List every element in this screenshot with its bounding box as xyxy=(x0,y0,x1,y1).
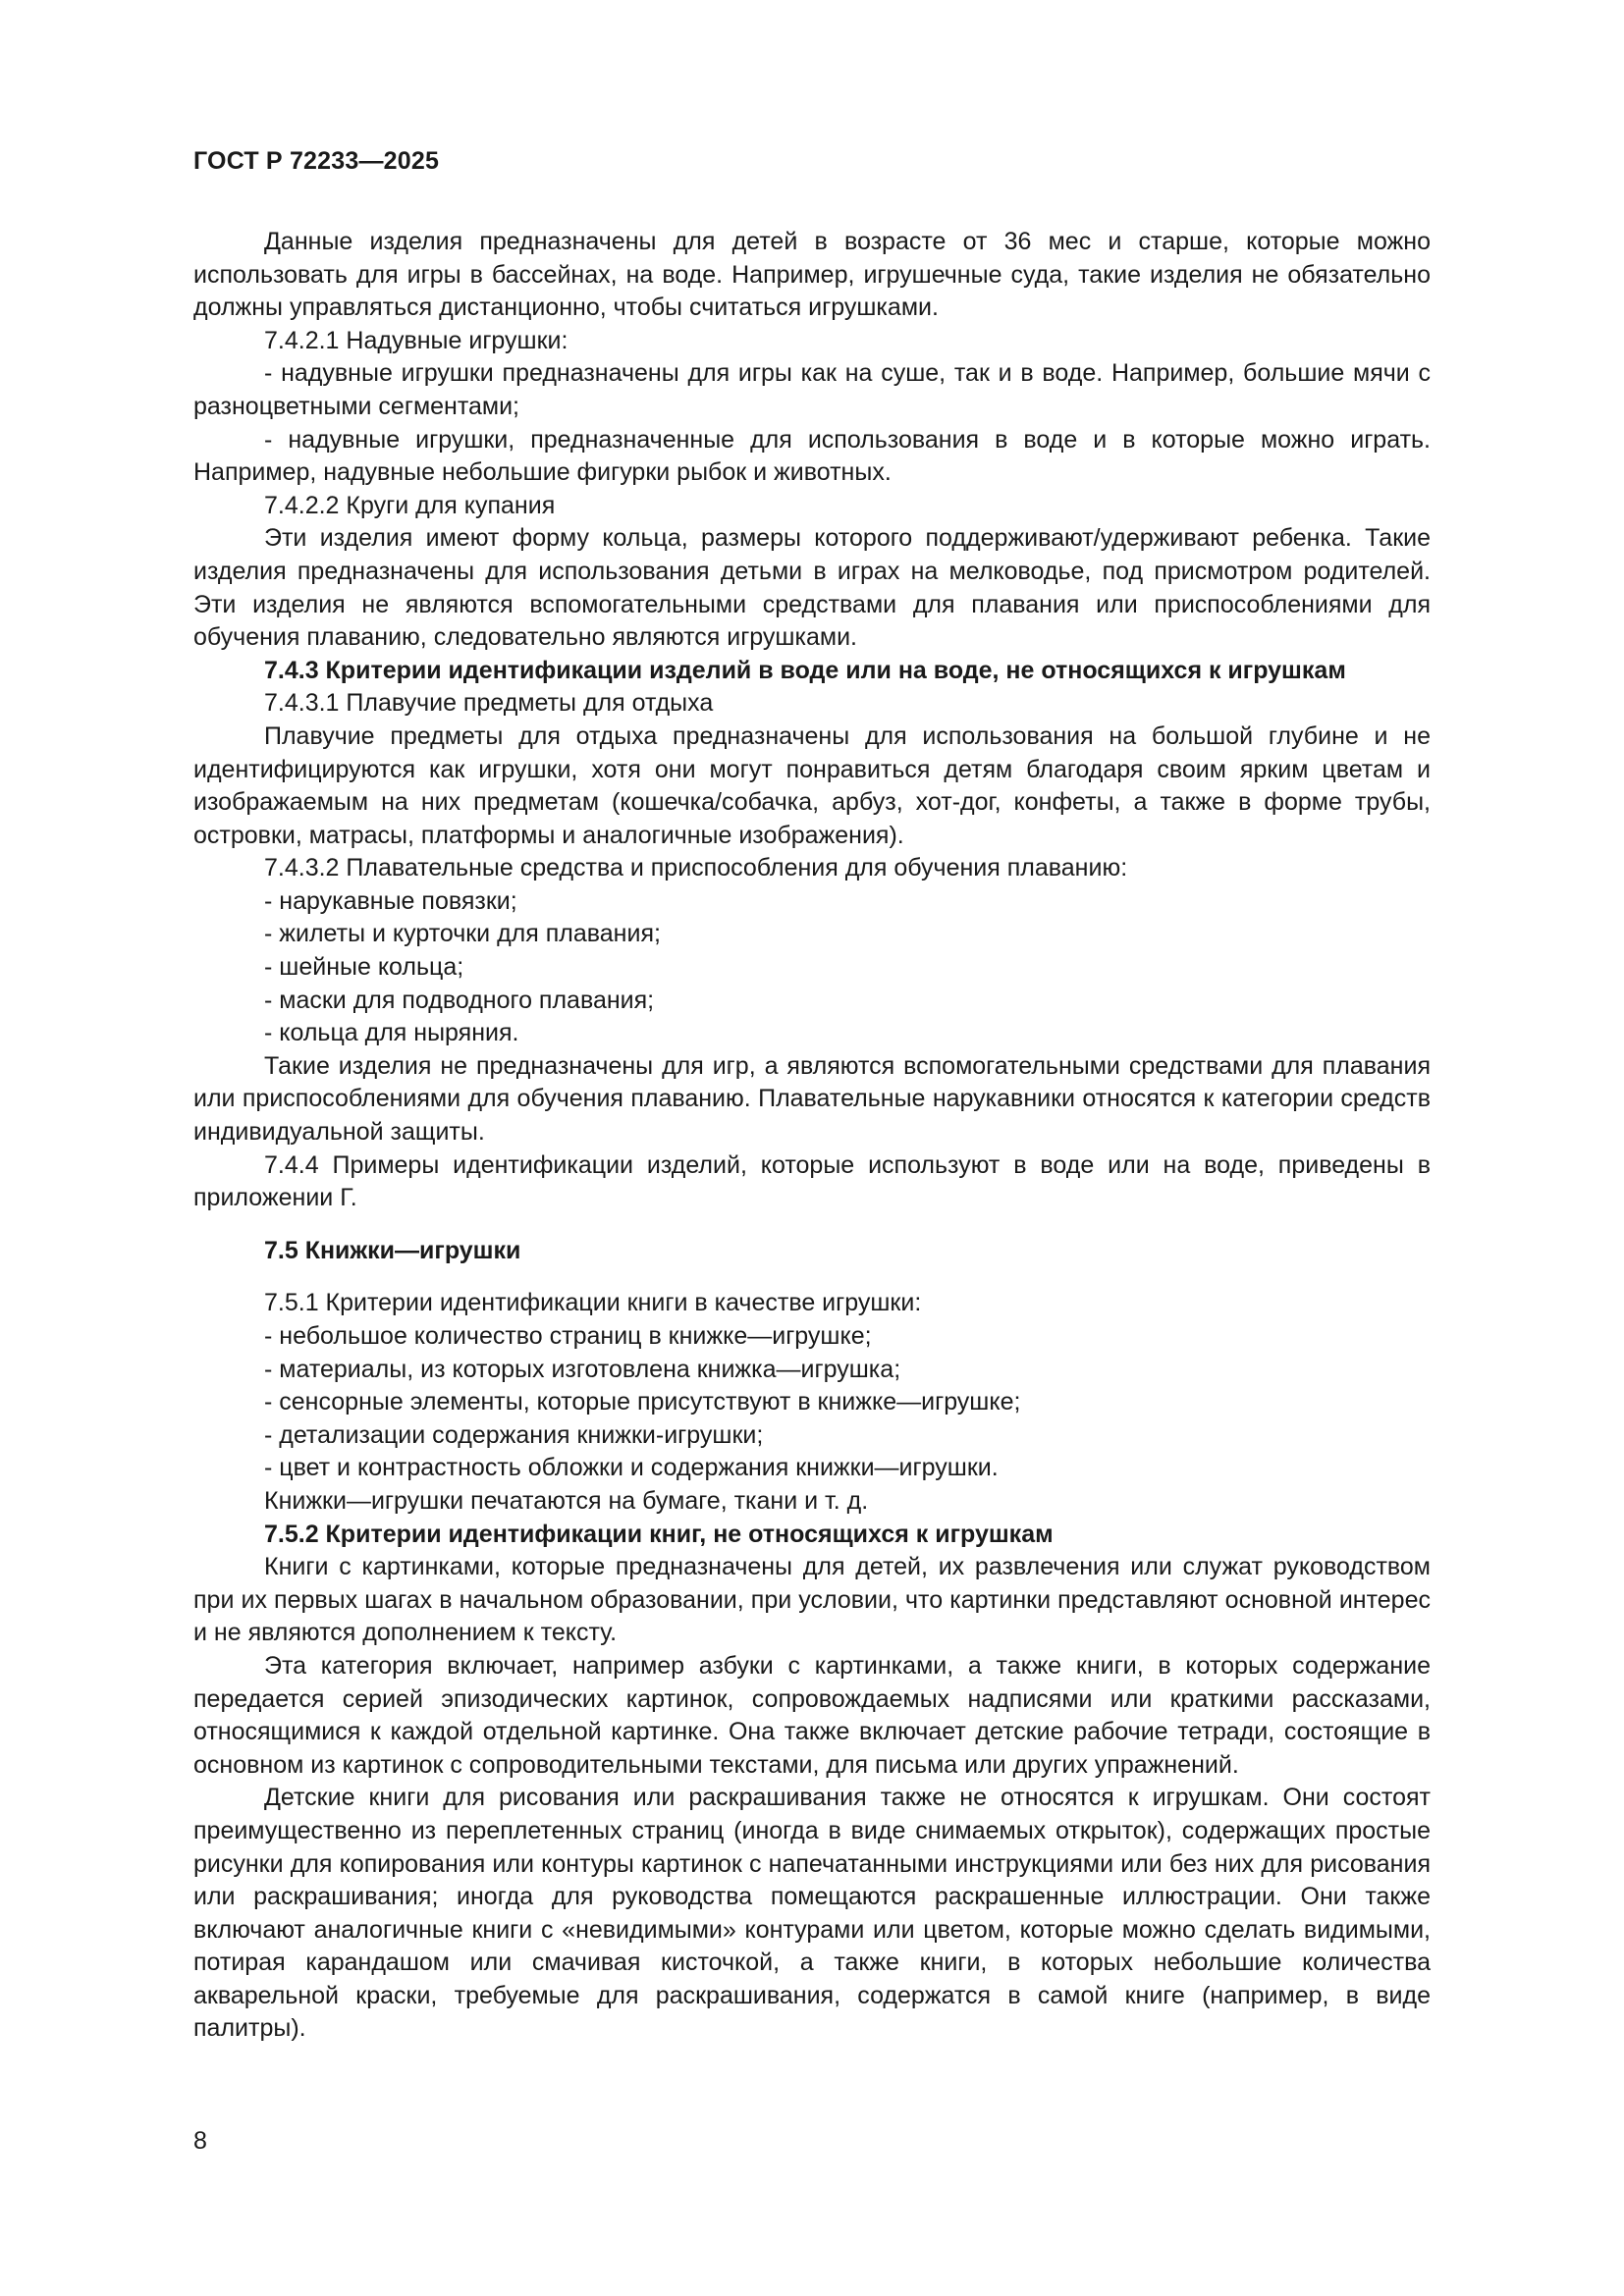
paragraph: Книги с картинками, которые предназначены для детей, их развлечения или служат руководством при их первых шагах в начальном образовании, при условии, что картинки представляют основной интерес и не являются дополнением к тексту. xyxy=(193,1553,1431,1647)
list-item: - шейные кольца; xyxy=(264,953,464,982)
list-item: - сенсорные элементы, которые присутствуют в книжке—игрушке; xyxy=(264,1388,1021,1416)
section-7-4-3-heading: 7.4.3 Критерии идентификации изделий в воде или на воде, не относящихся к игрушкам xyxy=(264,656,1346,684)
subsection-7-5-1: 7.5.1 Критерии идентификации книги в качестве игрушки: xyxy=(264,1289,922,1317)
list-item: - маски для подводного плавания; xyxy=(264,986,655,1014)
subsection-7-4-4: 7.4.4 Примеры идентификации изделий, которые используют в воде или на воде, приведены в приложении Г. xyxy=(193,1150,1431,1212)
subsection-7-4-2-1: 7.4.2.1 Надувные игрушки: xyxy=(264,326,568,354)
list-item: - надувные игрушки, предназначенные для использования в воде и в которые можно играть. Например, надувные небольшие фигурки рыбок и животных. xyxy=(193,425,1431,487)
list-item: - нарукавные повязки; xyxy=(264,886,517,915)
section-7-5-2-heading: 7.5.2 Критерии идентификации книг, не относящихся к игрушкам xyxy=(264,1520,1054,1548)
paragraph: Такие изделия не предназначены для игр, а являются вспомогательными средствами для плавания или приспособлениями для обучения плаванию. Плавательные нарукавники относятся к категории средств индивидуальной защиты. xyxy=(193,1051,1431,1147)
paragraph: Книжки—игрушки печатаются на бумаге, ткани и т. д. xyxy=(264,1486,869,1515)
list-item: - материалы, из которых изготовлена книжка—игрушка; xyxy=(264,1355,901,1383)
list-item: - надувные игрушки предназначены для игры как на суше, так и в воде. Например, большие мячи с разноцветными сегментами; xyxy=(193,359,1431,420)
subsection-7-4-3-1: 7.4.3.1 Плавучие предметы для отдыха xyxy=(264,689,714,718)
subsection-7-4-3-2: 7.4.3.2 Плавательные средства и приспособления для обучения плаванию: xyxy=(264,854,1128,882)
paragraph: Эти изделия имеют форму кольца, размеры которого поддерживают/удерживают ребенка. Такие изделия предназначены для использования детьми в играх на мелководье, под присмотром родителей. Эти изделия не являются вспомогательными средствами для плавания или приспособлениями для обучения плаванию, следовательно являются игрушками. xyxy=(193,524,1431,652)
document-header: ГОСТ Р 72233—2025 xyxy=(193,147,440,175)
paragraph: Плавучие предметы для отдыха предназначены для использования на большой глубине и не идентифицируются как игрушки, хотя они могут понравиться детям благодаря своим ярким цветам и изображаемым на них предметам (кошечка/собачка, арбуз, хот-дог, конфеты, а также в форме трубы, островки, матрасы, платформы и аналогичные изображения). xyxy=(193,721,1431,849)
page-number: 8 xyxy=(193,2127,207,2155)
list-item: - небольшое количество страниц в книжке—игрушке; xyxy=(264,1322,872,1350)
list-item: - детализации содержания книжки-игрушки; xyxy=(264,1420,764,1449)
list-item: - кольца для ныряния. xyxy=(264,1019,519,1047)
paragraph: Детские книги для рисования или раскрашивания также не относятся к игрушкам. Они состоят преимущественно из переплетенных страниц (иногда в виде снимаемых открыток), содержащих простые рисунки для копирования или контуры картинок с напечатанными инструкциями или без них для рисования или раскрашивания; иногда для руководства помещаются раскрашенные иллюстрации. Они также включают аналогичные книги с «невидимыми» контурами или цветом, которые можно сделать видимыми, потирая карандашом или смачивая кисточкой, а также книги, в которых небольшие количества акварельной краски, требуемые для раскрашивания, содержатся в самой книге (например, в виде палитры). xyxy=(193,1784,1431,2043)
paragraph: Эта категория включает, например азбуки с картинками, а также книги, в которых содержание передается серией эпизодических картинок, сопровождаемых надписями или краткими рассказами, относящимися к каждой отдельной картинке. Она также включает детские рабочие тетради, состоящие в основном из картинок с сопроводительными текстами, для письма или других упражнений. xyxy=(193,1651,1431,1779)
subsection-7-4-2-2: 7.4.2.2 Круги для купания xyxy=(264,491,556,519)
paragraph: Данные изделия предназначены для детей в возрасте от 36 мес и старше, которые можно использовать для игры в бассейнах, на воде. Например, игрушечные суда, такие изделия не обязательно должны управляться дистанционно, чтобы считаться игрушками. xyxy=(193,228,1431,322)
page-body xyxy=(193,226,1431,2046)
section-7-5-heading: 7.5 Книжки—игрушки xyxy=(264,1236,521,1264)
list-item: - цвет и контрастность обложки и содержания книжки—игрушки. xyxy=(264,1454,999,1482)
list-item: - жилеты и курточки для плавания; xyxy=(264,920,661,948)
